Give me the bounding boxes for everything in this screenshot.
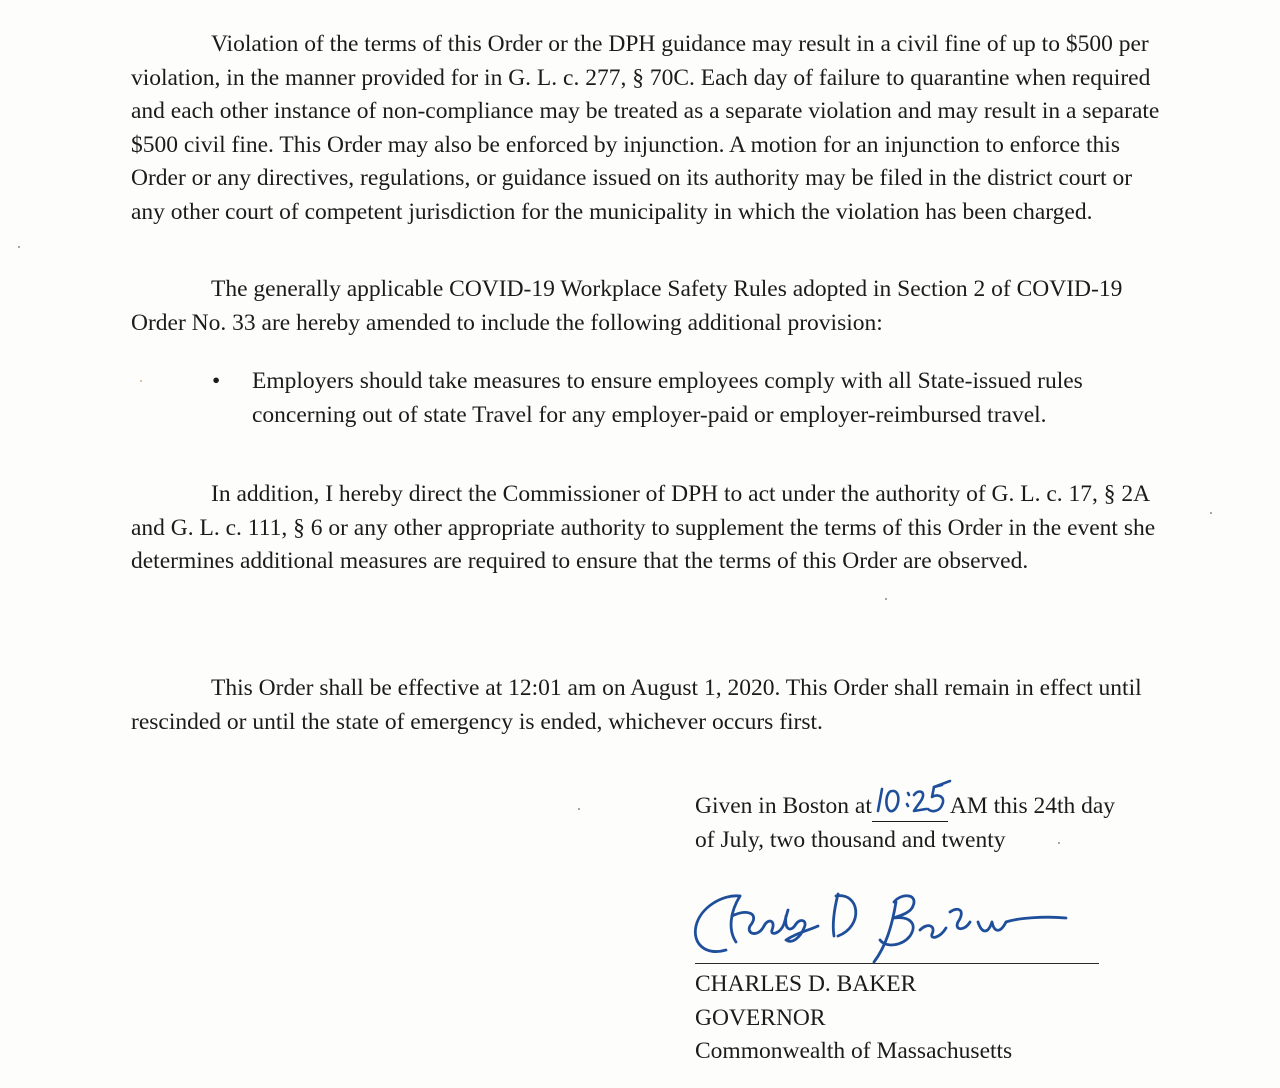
handwritten-signature-image (688, 882, 1080, 964)
signature-line (695, 963, 1099, 964)
paragraph-effective-date: This Order shall be effective at 12:01 am on August 1, 2020. This Order shall remain in effect until rescinded or until the state of emergency is ended, whichever occurs first. (131, 675, 1142, 735)
paper-speck (885, 598, 887, 600)
given-in-boston-block (695, 790, 1255, 857)
given-line-1 (695, 790, 1255, 824)
given-suffix: AM this 24th day (949, 793, 1116, 819)
signatory-title: GOVERNOR (695, 1004, 826, 1031)
paper-speck (1058, 842, 1060, 844)
signatory-block (695, 968, 1255, 1069)
paper-speck (578, 808, 580, 810)
paper-speck (140, 380, 142, 382)
handwritten-time-image (872, 777, 962, 821)
bullet-list-item (212, 365, 1162, 432)
signatory-name: CHARLES D. BAKER (695, 971, 917, 997)
given-prefix: Given in Boston at (695, 793, 872, 819)
paper-speck (18, 246, 20, 248)
paragraph-workplace-safety-rules: The generally applicable COVID-19 Workplace Safety Rules adopted in Section 2 of COVID-19 Order No. 33 are hereby amended to include the following additional provision: (131, 276, 1123, 336)
bullet-employer-travel-provision: Employers should take measures to ensure employees comply with all State-issued rules concerning out of state Travel for any employer-paid or employer-reimbursed travel. (252, 368, 1083, 428)
handwritten-time-blank (872, 791, 948, 822)
paragraph-commissioner-direction: In addition, I hereby direct the Commissioner of DPH to act under the authority of G. L. c. 17, § 2A and G. L. c. 111, § 6 or any other appropriate authority to supplement the terms of this Order in the event she determines additional measures are required to ensure that the terms of this Order are observed. (131, 481, 1156, 574)
paper-speck (1210, 512, 1212, 514)
bullet-marker: • (212, 368, 221, 394)
given-line-2: of July, two thousand and twenty (695, 826, 1006, 853)
paragraph-violation-penalties: Violation of the terms of this Order or the DPH guidance may result in a civil fine of up to $500 per violation, in the manner provided for in G. L. c. 277, § 70C. Each day of failure to quarantine when required and each other instance of non-compliance may be treated as a separate violation and may result in a separate $500 civil fine. This Order may also be enforced by injunction. A motion for an injunction to enforce this Order or any directives, regulations, or guidance issued on its authority may be filed in the district court or any other court of competent jurisdiction for the municipality in which the violation has been charged. (131, 31, 1160, 225)
signatory-jurisdiction: Commonwealth of Massachusetts (695, 1038, 1013, 1064)
